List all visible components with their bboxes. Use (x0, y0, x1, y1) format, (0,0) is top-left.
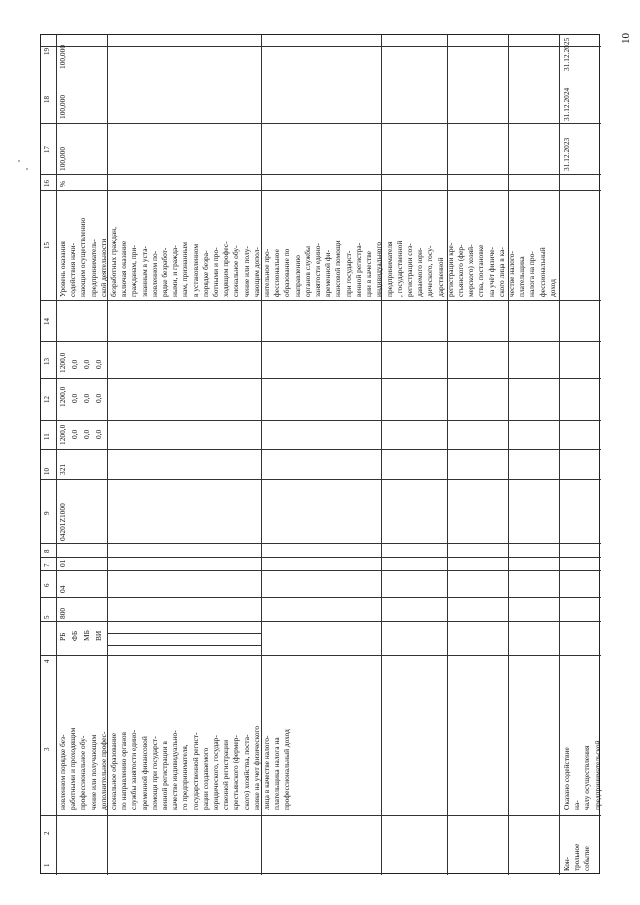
row-line (41, 570, 601, 571)
fb-2024: 0,0 (70, 393, 79, 403)
row-line (41, 300, 601, 301)
header-col-5: 5 (43, 615, 51, 619)
mb-2025: 0,0 (82, 359, 91, 369)
header-col-13: 13 (43, 358, 51, 365)
header-col-6: 6 (43, 583, 51, 587)
indicator-name: Уровень оказания содействия начи- нающим осуществлению предприниматель- ской деятельности безработных граждан, включая оказание гражданам, при- знанным в уста- новленном по- рядке безработ- ными, и гражда- нам, признанным в установленном порядке безра- ботными и про- ходящим профес- сиональное обу- чение или полу- чающим допол- нительное про- фессиональное образование по направлению органов службы занятости едино- временной фи- нансовой помощи при государст- венной регистра- ции в качестве индивидуального предпринимателя , государственной регистрации соз- даваемого юри- дического, госу- дарственной регистрации кре- стьянского (фер- мерского) хозяй- ства, постановке на учёт физиче- ского лица в ка- честве налого- плательщика налога на про- фессиональный доход (58, 217, 557, 297)
vi-2023: 0,0 (94, 429, 103, 439)
rb-2025: 1200,0 (58, 352, 67, 373)
col-line (56, 35, 57, 875)
rb-2024: 1200,0 (58, 386, 67, 407)
row-line (41, 543, 601, 544)
rb-2023: 1200,0 (58, 424, 67, 445)
event-date-2024: 31.12.2024 (562, 87, 571, 121)
row-line (41, 190, 601, 191)
scan-speck (26, 168, 28, 170)
row-line (41, 46, 601, 47)
header-col-3: 3 (43, 747, 51, 751)
row-line (41, 341, 601, 342)
row-line (41, 449, 601, 450)
header-col-16: 16 (43, 180, 51, 187)
row-line (41, 655, 601, 656)
header-col-7: 7 (43, 563, 51, 567)
header-col-12: 12 (43, 396, 51, 403)
col-line (559, 35, 560, 875)
measure-name: новленном порядке без- работными и проходящим профессиональное обу- чение или получающим дополнительное профес- сиональное образование по направлению органов службы занятости едино- временной финансовой помощи при государст- венной регистрации в качестве индивидуально- го предпринимателя, государственной регист- рации создаваемого юридического, государ- ственной регистрации крестьянского (фермер- ского) хозяйства, поста- новке на учет физического лица в качестве налого- плательщика налога на профессиональный доход (58, 725, 292, 810)
vr-code: 321 (58, 463, 67, 475)
mb-2023: 0,0 (82, 429, 91, 439)
row-line (41, 557, 601, 558)
col-line (447, 35, 448, 875)
program-table (40, 34, 600, 874)
header-col-17: 17 (43, 146, 51, 153)
header-col-2: 2 (43, 831, 51, 835)
header-col-4: 4 (43, 659, 51, 663)
header-col-10: 10 (43, 468, 51, 475)
header-col-18: 18 (43, 96, 51, 103)
col-line (381, 35, 382, 875)
cell-line (107, 645, 261, 646)
budget-source-vi: ВИ (94, 630, 103, 641)
pr-code: 01 (58, 559, 67, 567)
budget-source-rb: РБ (58, 632, 67, 641)
budget-source-fb: ФБ (70, 630, 79, 641)
budget-source-mb: МБ (82, 630, 91, 641)
row-line (41, 174, 601, 175)
indicator-unit: % (58, 180, 67, 187)
vi-2025: 0,0 (94, 359, 103, 369)
grbs-code: 800 (58, 607, 67, 619)
header-col-9: 9 (43, 511, 51, 515)
header-col-1: 1 (43, 863, 51, 867)
header-col-19: 19 (43, 48, 51, 55)
header-col-8: 8 (43, 549, 51, 553)
row-line (41, 815, 601, 816)
fb-2023: 0,0 (70, 429, 79, 439)
control-event-text: Оказано содействие на- чалу осуществления предпринимательской (562, 740, 602, 810)
header-col-14: 14 (43, 318, 51, 325)
row-line (41, 123, 601, 124)
row-line (41, 621, 601, 622)
event-date-2023: 31.12.2023 (562, 137, 571, 171)
cell-line (107, 633, 261, 634)
control-event-label: Кон- трольное событие (563, 843, 591, 871)
rz-code: 04 (58, 585, 67, 593)
col-line (508, 35, 509, 875)
csr-code: 04201Z1000 (58, 503, 67, 541)
fb-2025: 0,0 (70, 359, 79, 369)
row-line (41, 420, 601, 421)
row-line (41, 597, 601, 598)
header-col-15: 15 (43, 242, 51, 249)
target-2024: 100,000 (58, 94, 67, 119)
vi-2024: 0,0 (94, 393, 103, 403)
row-line (41, 378, 601, 379)
target-2023: 100,000 (58, 146, 67, 171)
row-line (41, 479, 601, 480)
scan-speck (18, 160, 20, 162)
mb-2024: 0,0 (82, 393, 91, 403)
target-2025: 100,000 (58, 44, 67, 69)
page-number: 10 (620, 33, 632, 44)
event-date-2025: 31.12.2025 (562, 37, 571, 71)
header-col-11: 11 (43, 433, 51, 440)
